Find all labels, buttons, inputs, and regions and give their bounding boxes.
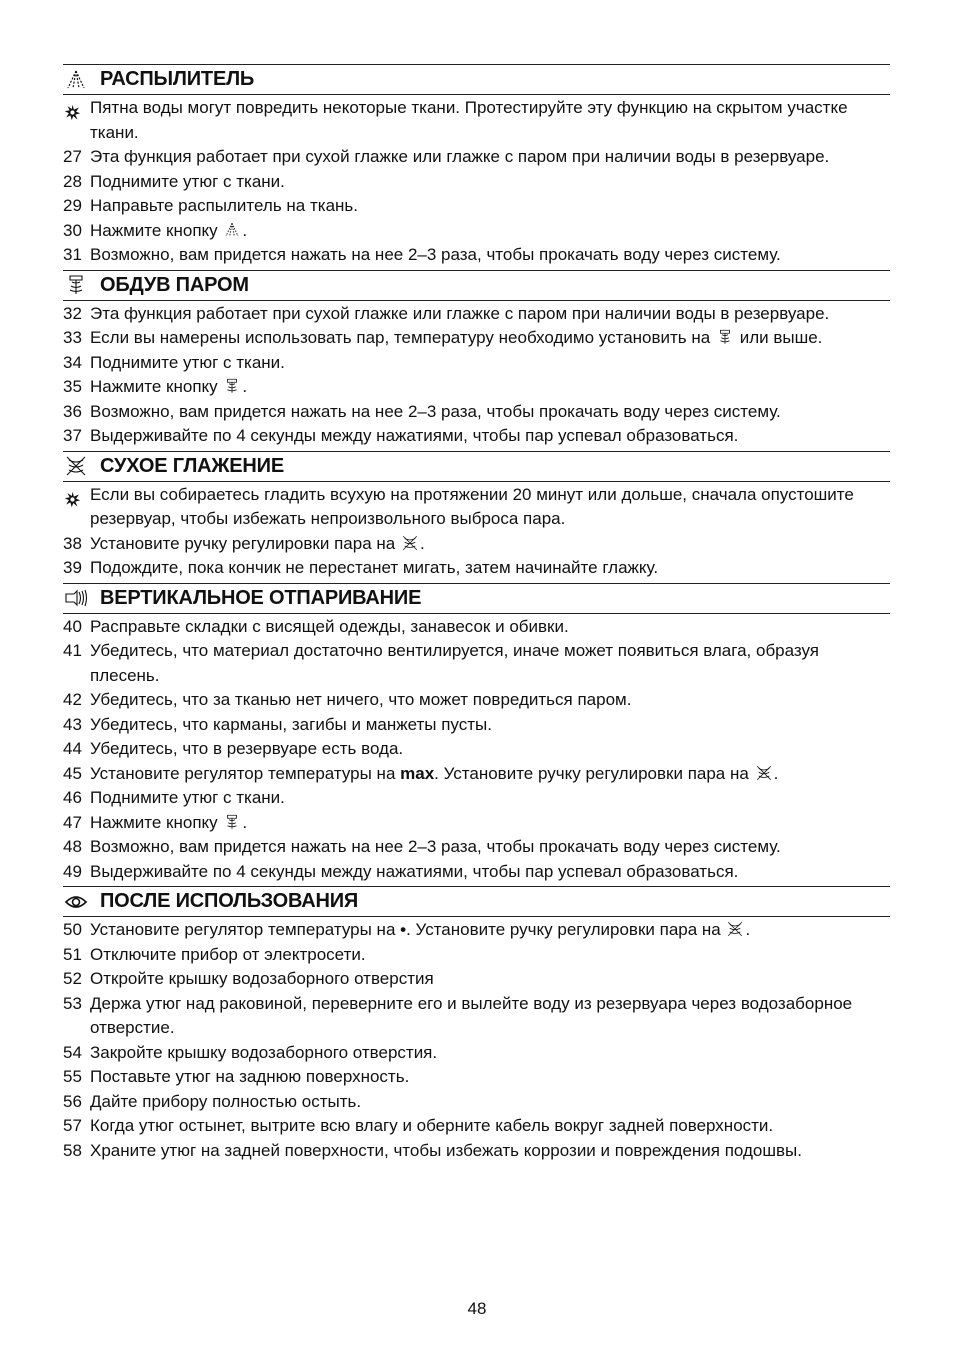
step-number: 38 [63,533,82,553]
no-steam-icon [63,454,100,478]
list-item [63,219,890,244]
step-number: 56 [63,1091,82,1111]
step-number: 48 [63,837,82,856]
list-item [63,96,890,145]
step-text: или выше. [734,328,823,347]
step-text: Убедитесь, что в резервуаре есть вода. [90,739,404,758]
step-text: Возможно, вам придется нажать на нее 2–3 раза, чтобы прокачать воду через систему. [90,401,781,421]
step-text: Эта функция работает при сухой глажке или глажке с паром при наличии воды в резервуаре. [90,303,830,323]
list-item [63,688,890,713]
section-header [63,270,890,301]
list-item [63,762,890,787]
step-number: 40 [63,616,82,636]
step-number: 35 [63,377,82,396]
spray-icon [223,221,241,240]
step-text: Закройте крышку водозаборного отверстия. [90,1042,438,1062]
step-text: . [242,812,248,832]
list-item [63,170,890,195]
step-number: 31 [63,245,82,264]
step-number: 28 [63,171,82,191]
step-text: Установите регулятор температуры на [90,763,401,783]
step-text: Если вы намерены использовать пар, температуру необходимо установить на [90,328,715,347]
list-item [63,1139,890,1164]
section-title: СУХОЕ ГЛАЖЕНИЕ [100,454,284,477]
step-number: 51 [63,944,82,964]
step-number: 50 [63,920,82,939]
step-text: Храните утюг на задней поверхности, чтобы избежать коррозии и повреждения подошвы. [90,1140,802,1160]
step-text: Нажмите кнопку [90,377,223,396]
step-text: Убедитесь, что за тканью нет ничего, что может повредиться паром. [90,690,632,709]
step-number: 52 [63,969,82,988]
list-item [63,1114,890,1139]
list-item [63,302,890,327]
list-item [63,967,890,992]
step-number: 43 [63,714,82,734]
step-text: Держа утюг над раковиной, переверните его и вылейте воду из резервуара через водозаборное отверстие. [90,993,853,1037]
list-item [63,424,890,449]
step-number: 53 [63,993,82,1013]
list-item [63,786,890,811]
steam-shot-icon [223,377,241,396]
step-text: Если вы собираетесь гладить всухую на протяжении 20 минут или дольше, сначала опустошите резервуар, чтобы избежать непроизвольного выброса пара. [90,484,854,528]
step-text: . [242,220,248,240]
steam-shot-icon [223,813,241,832]
list-item [63,400,890,425]
step-number: 42 [63,690,82,709]
step-text: . [773,763,779,783]
steam-shot-icon [63,273,100,297]
no-steam-icon [755,764,773,783]
list-item [63,532,890,557]
step-text: Нажмите кнопку [90,220,223,240]
step-number: 45 [63,763,82,783]
step-text: Установите ручку регулировки пара на [90,533,400,553]
warning-icon [64,488,81,513]
bold-value: max [400,763,435,783]
list-item [63,737,890,762]
page-number: 48 [467,1299,487,1318]
step-text: Поставьте утюг на заднюю поверхность. [90,1067,410,1086]
list-item [63,811,890,836]
list-item [63,1090,890,1115]
step-text: Когда утюг остынет, вытрите всю влагу и оберните кабель вокруг задней поверхности. [90,1116,774,1135]
step-text: . [242,377,248,396]
list-item [63,992,890,1041]
step-number: 33 [63,328,82,347]
warning-icon [64,101,81,126]
section-title: ПОСЛЕ ИСПОЛЬЗОВАНИЯ [100,890,359,912]
list-item [63,918,890,943]
step-text: . Установите ручку регулировки пара на [434,763,754,783]
step-number: 37 [63,426,82,445]
step-number: 32 [63,303,82,323]
step-text: Поднимите утюг с ткани. [90,352,285,372]
step-text: Убедитесь, что материал достаточно вентилируется, иначе может появиться влага, образуя плесень. [90,641,820,685]
step-text: . [745,920,751,939]
step-text: Убедитесь, что карманы, загибы и манжеты пусты. [90,714,492,734]
list-item [63,483,890,532]
eye-icon [63,890,100,914]
step-number: 41 [63,641,82,660]
step-text: Направьте распылитель на ткань. [90,196,358,215]
section-header [63,64,890,95]
step-number: 36 [63,401,82,421]
step-text: Возможно, вам придется нажать на нее 2–3 раза, чтобы прокачать воду через систему. [90,837,781,856]
step-number: 46 [63,788,82,807]
step-text: Поднимите утюг с ткани. [90,788,285,807]
no-steam-icon [726,920,744,939]
no-steam-icon [401,534,419,553]
step-text: Нажмите кнопку [90,812,223,832]
list-item [63,713,890,738]
list-item [63,943,890,968]
list-item [63,243,890,268]
step-number: 57 [63,1116,82,1135]
step-number: 34 [63,352,82,372]
list-item [63,639,890,688]
step-text: Эта функция работает при сухой глажке или глажке с паром при наличии воды в резервуаре. [90,147,830,166]
steam-shot-icon [716,328,734,347]
step-number: 30 [63,220,82,240]
step-number: 55 [63,1067,82,1086]
section-title: РАСПЫЛИТЕЛЬ [100,68,255,90]
step-number: 29 [63,196,82,215]
step-number: 39 [63,558,82,577]
step-text: Подождите, пока кончик не перестанет мигать, затем начинайте глажку. [90,558,659,577]
instructions-content [63,62,890,1163]
step-text: Отключите прибор от электросети. [90,944,366,964]
list-item [63,326,890,351]
list-item [63,375,890,400]
step-text: . [419,533,425,553]
list-item [63,860,890,885]
step-number: 58 [63,1140,82,1160]
step-text: Выдерживайте по 4 секунды между нажатиями, чтобы пар успевал образоваться. [90,426,739,445]
list-item [63,835,890,860]
list-item [63,145,890,170]
step-text: Выдерживайте по 4 секунды между нажатиями, чтобы пар успевал образоваться. [90,861,739,881]
step-number: 44 [63,739,82,758]
step-text: Пятна воды могут повредить некоторые ткани. Протестируйте эту функцию на скрытом участке ткани. [90,98,848,142]
list-item [63,556,890,581]
step-number: 27 [63,147,82,166]
section-header [63,886,890,917]
section-header [63,583,890,614]
section-header [63,451,890,482]
step-text: Возможно, вам придется нажать на нее 2–3 раза, чтобы прокачать воду через систему. [90,245,781,264]
section-title: ОБДУВ ПАРОМ [100,273,249,296]
bold-value: • [400,920,407,939]
step-text: Поднимите утюг с ткани. [90,171,285,191]
list-item [63,351,890,376]
vertical-steam-icon [63,586,100,610]
step-text: . Установите ручку регулировки пара на [406,920,726,939]
list-item [63,615,890,640]
list-item [63,1041,890,1066]
step-number: 47 [63,812,82,832]
step-text: Расправьте складки с висящей одежды, занавесок и обивки. [90,616,569,636]
step-number: 54 [63,1042,82,1062]
list-item [63,1065,890,1090]
step-text: Установите регулятор температуры на [90,920,401,939]
step-text: Откройте крышку водозаборного отверстия [90,969,434,988]
section-title: ВЕРТИКАЛЬНОЕ ОТПАРИВАНИЕ [100,586,422,609]
spray-icon [63,68,100,92]
step-number: 49 [63,861,82,881]
list-item [63,194,890,219]
step-text: Дайте прибору полностью остыть. [90,1091,362,1111]
